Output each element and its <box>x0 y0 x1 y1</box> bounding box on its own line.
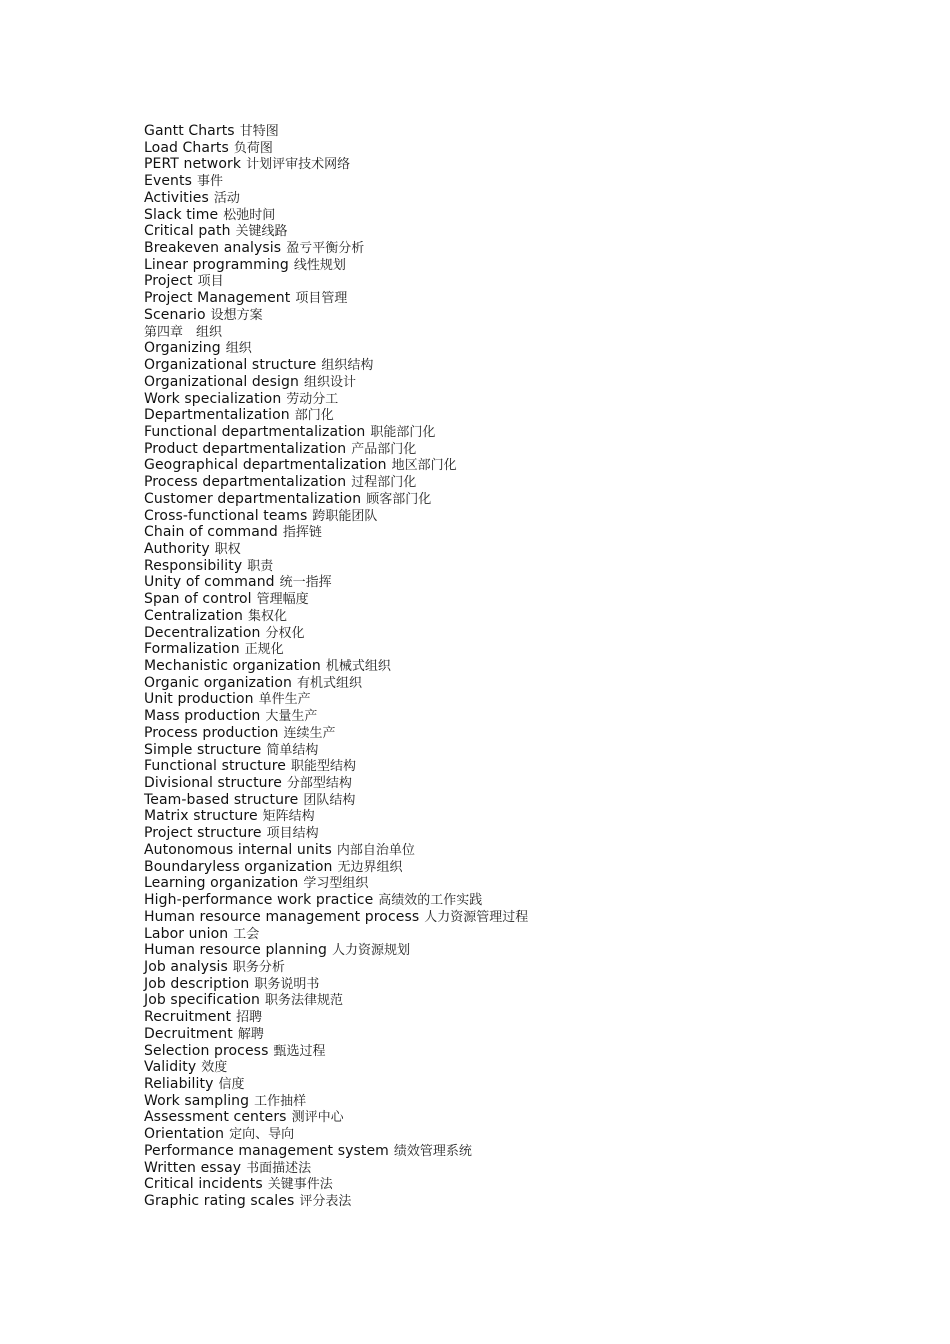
term-chinese: 团队结构 <box>303 792 356 808</box>
glossary-entry <box>144 1109 528 1126</box>
glossary-entry <box>144 491 528 508</box>
term-chinese: 项目结构 <box>266 826 319 842</box>
glossary-entry <box>144 407 528 424</box>
term-chinese: 顾客部门化 <box>366 491 432 507</box>
glossary-entry <box>144 1160 528 1177</box>
glossary-entry <box>144 1143 528 1160</box>
term-english: Geographical departmentalization <box>144 457 387 474</box>
glossary-entry <box>144 608 528 625</box>
glossary-entry <box>144 859 528 876</box>
term-chinese: 书面描述法 <box>246 1160 312 1176</box>
term-english: Process departmentalization <box>144 474 347 491</box>
term-english: Performance management system <box>144 1142 389 1159</box>
glossary-entry <box>144 223 528 240</box>
term-english: Critical path <box>144 223 231 240</box>
term-english: Scenario <box>144 306 206 323</box>
glossary-entry <box>144 1093 528 1110</box>
term-chinese: 跨职能团队 <box>312 508 378 524</box>
glossary-entry <box>144 307 528 324</box>
glossary-entry <box>144 391 528 408</box>
term-chinese: 盈亏平衡分析 <box>286 241 365 257</box>
term-english: Work sampling <box>144 1092 250 1109</box>
term-english: Unit production <box>144 691 254 708</box>
term-english: Recruitment <box>144 1009 232 1026</box>
glossary-term-list <box>144 123 528 1210</box>
glossary-entry <box>144 207 528 224</box>
glossary-entry <box>144 658 528 675</box>
glossary-entry <box>144 892 528 909</box>
glossary-entry <box>144 926 528 943</box>
glossary-entry <box>144 524 528 541</box>
glossary-entry <box>144 1059 528 1076</box>
term-chinese: 解聘 <box>237 1026 264 1042</box>
term-english: Human resource planning <box>144 942 327 959</box>
term-english: Slack time <box>144 206 219 223</box>
term-chinese: 集权化 <box>248 608 288 624</box>
term-english: Written essay <box>144 1159 242 1176</box>
term-english: Authority <box>144 540 210 557</box>
term-english: Events <box>144 173 193 190</box>
glossary-entry <box>144 257 528 274</box>
glossary-entry <box>144 374 528 391</box>
term-chinese: 职务说明书 <box>254 976 320 992</box>
glossary-entry <box>144 541 528 558</box>
term-chinese: 负荷图 <box>233 140 273 156</box>
glossary-entry <box>144 708 528 725</box>
term-chinese: 矩阵结构 <box>262 809 315 825</box>
term-chinese: 组织 <box>225 341 252 357</box>
term-english: Reliability <box>144 1075 214 1092</box>
term-english: Selection process <box>144 1042 269 1059</box>
term-chinese: 关键事件法 <box>267 1177 333 1193</box>
term-english: Job specification <box>144 992 261 1009</box>
term-english: Activities <box>144 189 209 206</box>
term-english: Project structure <box>144 825 262 842</box>
term-chinese: 职能型结构 <box>291 759 357 775</box>
term-chinese: 甄选过程 <box>273 1043 326 1059</box>
glossary-entry <box>144 808 528 825</box>
term-english: Cross-functional teams <box>144 507 308 524</box>
term-chinese: 松弛时间 <box>223 207 276 223</box>
term-chinese: 大量生产 <box>265 709 318 725</box>
glossary-entry <box>144 156 528 173</box>
glossary-entry <box>144 942 528 959</box>
glossary-entry <box>144 675 528 692</box>
glossary-entry <box>144 775 528 792</box>
glossary-entry <box>144 875 528 892</box>
term-chinese: 线性规划 <box>293 257 346 273</box>
term-chinese: 劳动分工 <box>286 391 339 407</box>
glossary-entry <box>144 792 528 809</box>
term-chinese: 项目管理 <box>295 291 348 307</box>
glossary-entry <box>144 173 528 190</box>
term-english: Linear programming <box>144 256 289 273</box>
term-english: Learning organization <box>144 875 299 892</box>
glossary-entry <box>144 240 528 257</box>
term-english: Divisional structure <box>144 775 282 792</box>
term-english: Formalization <box>144 641 240 658</box>
term-chinese: 项目 <box>197 274 224 290</box>
glossary-entry <box>144 625 528 642</box>
term-chinese: 职务分析 <box>232 959 285 975</box>
term-chinese: 职务法律规范 <box>265 993 344 1009</box>
term-chinese: 工会 <box>233 926 260 942</box>
glossary-entry <box>144 474 528 491</box>
term-english: Centralization <box>144 607 244 624</box>
glossary-entry <box>144 691 528 708</box>
term-chinese: 工作抽样 <box>254 1093 307 1109</box>
term-english: Project Management <box>144 290 291 307</box>
term-english: Graphic rating scales <box>144 1193 295 1209</box>
glossary-entry <box>144 742 528 759</box>
term-chinese: 连续生产 <box>283 725 336 741</box>
term-english: Organizational design <box>144 373 299 390</box>
term-chinese: 计划评审技术网络 <box>246 157 351 173</box>
term-english: Functional departmentalization <box>144 423 366 440</box>
glossary-entry <box>144 424 528 441</box>
chapter-heading-text: 第四章 组织 <box>144 324 223 340</box>
term-chinese: 分权化 <box>265 625 305 641</box>
term-english: Critical incidents <box>144 1176 263 1193</box>
term-english: Breakeven analysis <box>144 240 282 257</box>
term-english: Span of control <box>144 591 252 608</box>
glossary-entry <box>144 508 528 525</box>
term-english: Human resource management process <box>144 908 420 925</box>
glossary-entry <box>144 992 528 1009</box>
term-english: Organic organization <box>144 674 292 691</box>
term-chinese: 正规化 <box>244 642 284 658</box>
term-english: Team-based structure <box>144 791 299 808</box>
term-chinese: 无边界组织 <box>337 859 403 875</box>
glossary-entry <box>144 825 528 842</box>
glossary-entry <box>144 842 528 859</box>
term-chinese: 有机式组织 <box>296 675 362 691</box>
glossary-entry <box>144 558 528 575</box>
term-chinese: 分部型结构 <box>286 776 352 792</box>
term-chinese: 机械式组织 <box>325 659 391 674</box>
term-english: Labor union <box>144 925 229 942</box>
term-chinese: 职权 <box>214 541 241 557</box>
glossary-entry <box>144 1043 528 1060</box>
term-english: Boundaryless organization <box>144 858 333 875</box>
glossary-entry <box>144 123 528 140</box>
term-chinese: 测评中心 <box>291 1110 344 1126</box>
term-english: Organizing <box>144 340 221 357</box>
term-chinese: 人力资源规划 <box>332 943 411 959</box>
term-chinese: 单件生产 <box>258 692 311 708</box>
term-chinese: 事件 <box>197 174 224 190</box>
glossary-entry <box>144 457 528 474</box>
term-chinese: 招聘 <box>236 1010 263 1026</box>
term-chinese: 关键线路 <box>235 224 288 240</box>
term-chinese: 效度 <box>201 1060 228 1076</box>
glossary-entry <box>144 725 528 742</box>
glossary-entry <box>144 441 528 458</box>
term-chinese: 信度 <box>218 1076 245 1092</box>
glossary-entry <box>144 1076 528 1093</box>
chapter-heading <box>144 324 528 341</box>
term-chinese: 设想方案 <box>210 307 263 323</box>
term-english: Mass production <box>144 708 261 725</box>
term-chinese: 内部自治单位 <box>336 842 415 858</box>
glossary-entry <box>144 190 528 207</box>
term-chinese: 产品部门化 <box>351 441 417 457</box>
term-chinese: 高绩效的工作实践 <box>378 893 483 909</box>
term-english: Product departmentalization <box>144 440 347 457</box>
term-chinese: 绩效管理系统 <box>393 1143 472 1159</box>
term-chinese: 组织结构 <box>321 358 374 374</box>
term-english: Job description <box>144 975 250 992</box>
glossary-entry <box>144 641 528 658</box>
glossary-entry <box>144 976 528 993</box>
term-english: Chain of command <box>144 524 278 541</box>
term-english: Mechanistic organization <box>144 658 321 674</box>
glossary-entry <box>144 1176 528 1193</box>
term-english: Organizational structure <box>144 357 317 374</box>
glossary-entry <box>144 1126 528 1143</box>
glossary-entry <box>144 273 528 290</box>
glossary-entry <box>144 140 528 157</box>
glossary-entry <box>144 909 528 926</box>
term-chinese: 地区部门化 <box>391 458 457 474</box>
term-english: Departmentalization <box>144 407 290 424</box>
term-english: Responsibility <box>144 557 243 574</box>
term-english: Functional structure <box>144 758 286 775</box>
glossary-entry <box>144 1026 528 1043</box>
glossary-entry <box>144 357 528 374</box>
glossary-entry <box>144 574 528 591</box>
term-chinese: 学习型组织 <box>303 876 369 892</box>
term-chinese: 统一指挥 <box>279 575 332 591</box>
glossary-entry <box>144 1193 528 1210</box>
term-chinese: 简单结构 <box>266 742 319 758</box>
term-chinese: 组织设计 <box>303 374 356 390</box>
term-chinese: 过程部门化 <box>351 475 417 491</box>
term-chinese: 指挥链 <box>282 525 322 541</box>
term-english: Load Charts <box>144 139 229 156</box>
term-chinese: 定向、导向 <box>229 1127 295 1143</box>
glossary-entry <box>144 290 528 307</box>
term-english: Autonomous internal units <box>144 841 332 858</box>
term-english: Project <box>144 273 193 290</box>
term-english: Decruitment <box>144 1025 233 1042</box>
term-english: High-performance work practice <box>144 892 374 909</box>
term-chinese: 甘特图 <box>239 124 279 139</box>
term-chinese: 管理幅度 <box>256 592 309 608</box>
glossary-entry <box>144 1009 528 1026</box>
glossary-entry <box>144 758 528 775</box>
glossary-entry <box>144 959 528 976</box>
term-english: Assessment centers <box>144 1109 287 1126</box>
term-english: Orientation <box>144 1126 225 1143</box>
glossary-entry <box>144 340 528 357</box>
term-english: Validity <box>144 1059 197 1076</box>
term-english: Process production <box>144 724 279 741</box>
term-english: Customer departmentalization <box>144 490 362 507</box>
term-english: Decentralization <box>144 624 261 641</box>
term-chinese: 活动 <box>213 190 240 206</box>
term-english: Unity of command <box>144 574 275 591</box>
term-chinese: 职能部门化 <box>370 424 436 440</box>
term-chinese: 人力资源管理过程 <box>424 909 529 925</box>
term-chinese: 评分表法 <box>299 1194 352 1209</box>
term-english: Gantt Charts <box>144 123 235 139</box>
term-english: PERT network <box>144 156 242 173</box>
term-chinese: 职责 <box>247 558 274 574</box>
term-english: Work specialization <box>144 390 282 407</box>
term-english: Matrix structure <box>144 808 258 825</box>
glossary-entry <box>144 591 528 608</box>
term-english: Simple structure <box>144 741 262 758</box>
term-english: Job analysis <box>144 958 228 975</box>
term-chinese: 部门化 <box>294 408 334 424</box>
